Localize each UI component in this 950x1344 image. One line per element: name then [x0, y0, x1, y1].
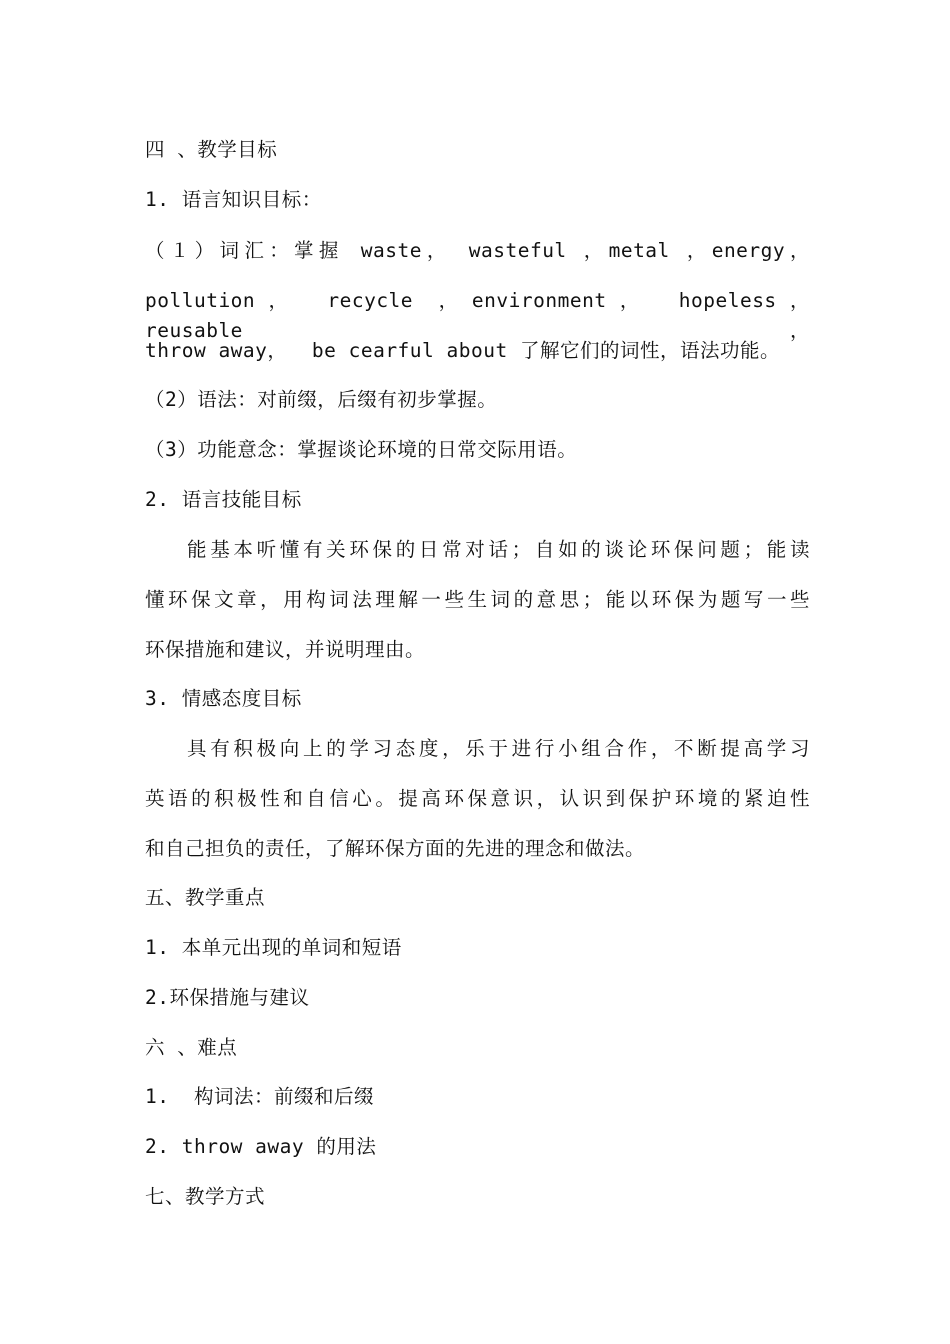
attitude-paragraph-line-3: 和自己担负的责任，了解环保方面的先进的理念和做法。 [145, 837, 646, 860]
attitude-paragraph-line-2: 英语的积极性和自信心。提高环保意识，认识到保护环境的紧迫性 [145, 787, 810, 810]
subheading-language-knowledge: 1. 语言知识目标： [145, 188, 322, 211]
skills-paragraph-line-3: 环保措施和建议，并说明理由。 [145, 638, 426, 661]
difficulty-1: 1. 构词法：前缀和后缀 [145, 1085, 374, 1108]
skills-paragraph-line-1: 能基本听懂有关环保的日常对话；自如的谈论环保问题；能读 [187, 538, 810, 561]
vocabulary-line-3: throw away， be cearful about 了解它们的词性，语法功能。 [145, 339, 780, 362]
vocabulary-line-1: （１）词汇：掌握 waste， wasteful ，metal ，energy， [145, 239, 810, 262]
function-item: （3）功能意念：掌握谈论环境的日常交际用语。 [145, 438, 578, 461]
attitude-paragraph-line-1: 具有积极向上的学习态度，乐于进行小组合作，不断提高学习 [187, 737, 810, 760]
subheading-emotion-attitude: 3. 情感态度目标 [145, 687, 302, 710]
skills-paragraph-line-2: 懂环保文章，用构词法理解一些生词的意思；能以环保为题写一些 [145, 588, 810, 611]
section-heading-teaching-methods: 七、教学方式 [145, 1185, 266, 1208]
difficulty-2: 2. throw away 的用法 [145, 1135, 377, 1158]
section-heading-difficulties: 六 、难点 [145, 1036, 238, 1059]
vocabulary-line-2: pollution， recycle ，environment， hopeless， reusable， [145, 289, 810, 342]
key-point-1: 1. 本单元出现的单词和短语 [145, 936, 402, 959]
key-point-2: 2.环保措施与建议 [145, 986, 310, 1009]
section-heading-teaching-goals: 四 、教学目标 [145, 138, 278, 161]
subheading-language-skills: 2. 语言技能目标 [145, 488, 302, 511]
section-heading-key-points: 五、教学重点 [145, 886, 266, 909]
grammar-item: （2）语法：对前缀，后缀有初步掌握。 [145, 388, 498, 411]
